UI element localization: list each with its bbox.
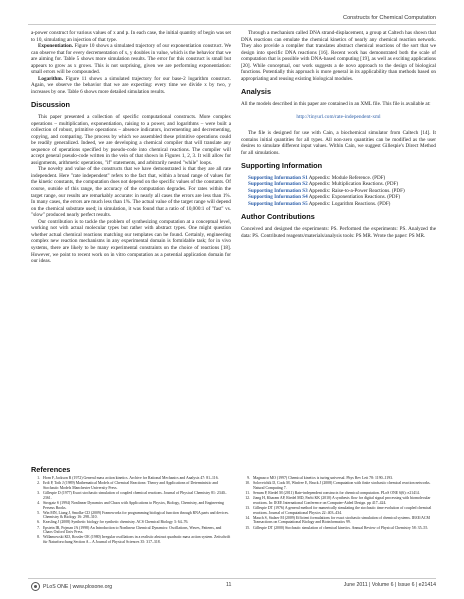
exponentiation-runin: Exponentiation. bbox=[38, 43, 73, 50]
supporting-link-s4[interactable]: Supporting Information S4 bbox=[248, 194, 308, 201]
reference-item bbox=[241, 491, 436, 496]
reference-number: 7. bbox=[37, 525, 40, 530]
discussion-paragraph-1: This paper presented a collection of specific computational constructs. More complex operations – multiplication, exponentiation, raising to a power, and logarithms – were built a collection of robust, primitive operations – absence indicators, incrementing and decrementing, copying, and comparing. The process by which we assembled these primitive operations could be readily generalized. Indeed, we are developing a chemical compiler that will translate any sequence of operations specified by pseudo-code into chemical reactions. The compiler will accept general pseudo-code written in the vein of that shown in Figures 1, 2, 3. It will allow for assignments, arithmetic operations, "if" statements, and arbitrarily nested "while" loops. bbox=[31, 114, 231, 166]
logarithm-text: Figure 11 shows a simulated trajectory for our base-2 logarithm construct. Again, we observe the behavior that we are expecting: every time we divide x by two, y increases by one. Table 6 shows more detailed simulation results. bbox=[31, 75, 231, 95]
reference-number: 12. bbox=[245, 496, 250, 501]
author-contributions-text: Conceived and designed the experiments: PS. Performed the experiments: PS. Analyzed the data: PS. Contributed reagents/materials/analysis tools: PS MR. Wrote the paper: PS MR. bbox=[241, 226, 436, 239]
footer-divider bbox=[28, 578, 436, 579]
dna-paragraph: Through a mechanism called DNA strand-displacement, a group at Caltech has shown that DNA reactions can emulate the chemical kinetics of nearly any chemical reaction network. They also provide a compiler that translates abstract chemical reactions of the sort that we design into specific DNA reactions [16]. Recent work has demonstrated both the scale of computation that is possible with DNA-based computing [19], as well as exciting applications [20]. While conceptual, our work suggests a de novo approach to the design of biological functions. Potentially this approach is more general in its applicability than methods based on appropriating and reusing existing biological modules. bbox=[241, 30, 436, 82]
reference-text: Horn F, Jackson R (1972) General mass action kinetics. Archive for Rational Mechanics and Analysis 47: 81–116. bbox=[43, 476, 219, 480]
supporting-link-s1[interactable]: Supporting Information S1 bbox=[248, 174, 308, 181]
reference-number: 9. bbox=[247, 476, 250, 480]
reference-item bbox=[31, 481, 231, 491]
reference-item bbox=[241, 526, 436, 531]
left-column bbox=[31, 30, 231, 265]
references-heading: References bbox=[31, 465, 71, 474]
reference-number: 5. bbox=[37, 510, 40, 515]
footer-issue: June 2011 | Volume 6 | Issue 6 | e21414 bbox=[343, 582, 436, 588]
discussion-paragraph-2: The novelty and value of the constructs that we have demonstrated is that they are all rate independent. Here "rate independent" refers to the fact that, within a broad range of values for the kinetic constants, the computation does not depend on the specific values of the constants. Of course, outside of this range, the accuracy of the computation degrades. For rates within the target range, our results are remarkably accurate: in nearly all cases the errors are less than 1%. In many cases, the errors are much less than 1%. The actual value of the target range will depend on the chemical substrate used; in simulation, it was found that a ratio of 10,000:1 of "fast" vs. "slow" produced nearly perfect results. bbox=[31, 166, 231, 219]
logarithm-paragraph bbox=[31, 76, 231, 96]
reference-text: Gillespie DT (2000) Stochastic simulation of chemical kinetics. Annual Review of Physical Chemistry 58: 35–55. bbox=[253, 525, 429, 530]
discussion-heading: Discussion bbox=[31, 100, 70, 110]
references-right-column bbox=[241, 476, 436, 531]
supporting-desc-s5: Appendix: Logarithm Reactions. (PDF) bbox=[308, 200, 391, 207]
reference-text: Win MN, Liang J, Smolke CD (2009) Frameworks for programming biological function through RNA parts and devices. Chemistry & Biology 16: 298–310. bbox=[43, 510, 229, 520]
model-file-link[interactable]: http://tinyurl.com/rate-independent-xml bbox=[296, 114, 381, 121]
reference-text: Senum P, Riedel M (2011) Rate-independent constructs for chemical computation. PLoS ONE 6(6): e21414. bbox=[253, 490, 420, 495]
reference-item bbox=[241, 516, 436, 526]
supporting-information-heading: Supporting Information bbox=[241, 161, 323, 171]
reference-number: 15. bbox=[245, 525, 250, 530]
reference-text: Willamowski KD, Rossler OE (1980) Irregular oscillations in a realistic abstract quadratic mass action system. Zeitschrift für Naturforschung Section A – A Journal of Physical Sciences 35: 317–318. bbox=[43, 535, 231, 545]
results-intro-paragraph: a-power construct for various values of x and p. In each case, the initial quantity of begin was set to 10, simulating an injection of that type. bbox=[31, 30, 231, 43]
reference-number: 1. bbox=[37, 476, 40, 480]
analysis-paragraph-2: The file is designed for use with Cain, a biochemical simulator from Caltech [14]. It contains initial quantities for all types. All non-zero quantities can be modified as the user desires to simulate different input values. Within Cain, we suggest Gillespie's Direct Method for all simulations. bbox=[241, 130, 436, 156]
reference-text: Soloveichik D, Cook M, Winfree E, Bruck J (2008) Computation with finite stochastic chemical reaction networks. Natural Computing 7. bbox=[253, 481, 431, 490]
plos-logo-icon bbox=[31, 582, 40, 591]
exponentiation-text: Figure 10 shows a simulated trajectory of our exponentiation construct. We can observe that for every decrementation of x, y doubles in value, which is the behavior that we are aiming for. Table 5 shows more simulation results. The error for this construct is small but appears to grow as x grows. This is not surprising, given we are performing exponentiation: small errors will be compounded. bbox=[31, 43, 231, 76]
reference-item bbox=[31, 501, 231, 511]
reference-item bbox=[31, 491, 231, 501]
reference-item bbox=[241, 506, 436, 516]
supporting-link-s2[interactable]: Supporting Information S2 bbox=[248, 181, 308, 188]
reference-text: Strogatz S (1994) Nonlinear Dynamics and Chaos with Applications to Physics, Biology, Chemistry, and Engineering Perseus Books. bbox=[43, 500, 224, 510]
supporting-desc-s1: Appendix: Module Reference. (PDF) bbox=[308, 174, 386, 181]
footer-journal-text[interactable]: PLoS ONE | www.plosone.org bbox=[43, 583, 113, 590]
reference-item bbox=[31, 511, 231, 521]
reference-number: 13. bbox=[245, 505, 250, 510]
right-column bbox=[241, 30, 436, 239]
supporting-link-s5[interactable]: Supporting Information S5 bbox=[248, 200, 308, 207]
exponentiation-paragraph bbox=[31, 43, 231, 76]
reference-text: Jiang H, Kharam AP, Riedel MD, Parhi KK (2010) A synthesis flow for digital signal processing with biomolecular reactions. In: IEEE International Conference on Computer-Aided Design. pp 417–424. bbox=[253, 496, 431, 505]
logarithm-runin: Logarithm. bbox=[38, 75, 63, 82]
supporting-link-s3[interactable]: Supporting Information S3 bbox=[248, 187, 308, 194]
reference-item bbox=[241, 481, 436, 491]
reference-text: Epstein IR, Pojman JA (1998) An Introduction to Nonlinear Chemical Dynamics: Oscillations, Waves, Patterns, and Chaos Oxford Univ Press. bbox=[43, 525, 222, 535]
reference-item bbox=[241, 476, 436, 481]
supporting-desc-s2: Appendix: Multiplication Reactions. (PDF) bbox=[308, 181, 399, 188]
author-contributions-heading: Author Contributions bbox=[241, 212, 315, 222]
reference-number: 14. bbox=[245, 515, 250, 520]
reference-number: 10. bbox=[245, 481, 250, 486]
reference-item bbox=[31, 535, 231, 545]
reference-text: Mauch S, Stalzer M (2009) Efficient formulations for exact stochastic simulation of chemical systems. IEEE/ACM Transactions on Computational Biology and Bioinformatics 99. bbox=[253, 515, 430, 525]
analysis-heading: Analysis bbox=[241, 87, 272, 97]
reference-item bbox=[241, 496, 436, 506]
footer-journal bbox=[31, 582, 112, 591]
reference-number: 8. bbox=[37, 535, 40, 540]
references-left-column bbox=[31, 476, 231, 545]
supporting-desc-s3: Appendix: Raise-to-a-Power Reactions. (PDF) bbox=[308, 187, 405, 194]
supporting-desc-s4: Appendix: Exponentiation Reactions. (PDF) bbox=[308, 194, 401, 201]
reference-number: 2. bbox=[37, 481, 40, 486]
reference-text: Magnasco MO (1997) Chemical kinetics is turing universal. Phys Rev Lett 78: 1190–1193. bbox=[253, 476, 393, 480]
reference-number: 3. bbox=[37, 490, 40, 495]
reference-number: 11. bbox=[245, 490, 250, 495]
running-head: Constructs for Chemical Computation bbox=[343, 15, 436, 21]
reference-item bbox=[31, 520, 231, 525]
page-number: 11 bbox=[226, 582, 232, 588]
reference-text: Gillespie DT (1976) A general method for numerically simulating the stochastic time evolution of coupled chemical reactions. Journal of Computational Physics 22: 403–434. bbox=[253, 505, 432, 515]
reference-item bbox=[31, 476, 231, 481]
header-divider bbox=[28, 24, 436, 25]
discussion-paragraph-3: Our contribution is to tackle the problem of synthesizing computation at a conceptual level, working not with actual molecular types but rather with abstract types. One might question whether actual chemical reactions matching our templates can be found. Certainly, engineering complex new reaction mechanisms in any experimental domain is formidable task; for in vivo systems, there are likely to be many experimental constraints on the choice of reactions [18]. However, we point to recent work on in vitro computation as a potential application domain for our ideas. bbox=[31, 218, 231, 265]
reference-text: Gillespie D (1977) Exact stochastic simulation of coupled chemical reactions. Journal of Physical Chemistry 81: 2340–2361. bbox=[43, 490, 227, 500]
reference-number: 6. bbox=[37, 520, 40, 525]
reference-number: 4. bbox=[37, 500, 40, 505]
reference-text: Erdi P, Toth J (1989) Mathematical Models of Chemical Reactions: Theory and Applications of Deterministic and Stochastic Models Manchester University Press. bbox=[43, 481, 218, 490]
reference-item bbox=[31, 526, 231, 536]
supporting-item-s5 bbox=[241, 201, 436, 208]
analysis-paragraph-1: All the models described in this paper are contained in an XML file. This file is available at: bbox=[241, 100, 431, 107]
reference-text: Keasling J (2008) Synthetic biology for synthetic chemistry. ACS Chemical Biology 3: 64–76. bbox=[43, 520, 189, 525]
